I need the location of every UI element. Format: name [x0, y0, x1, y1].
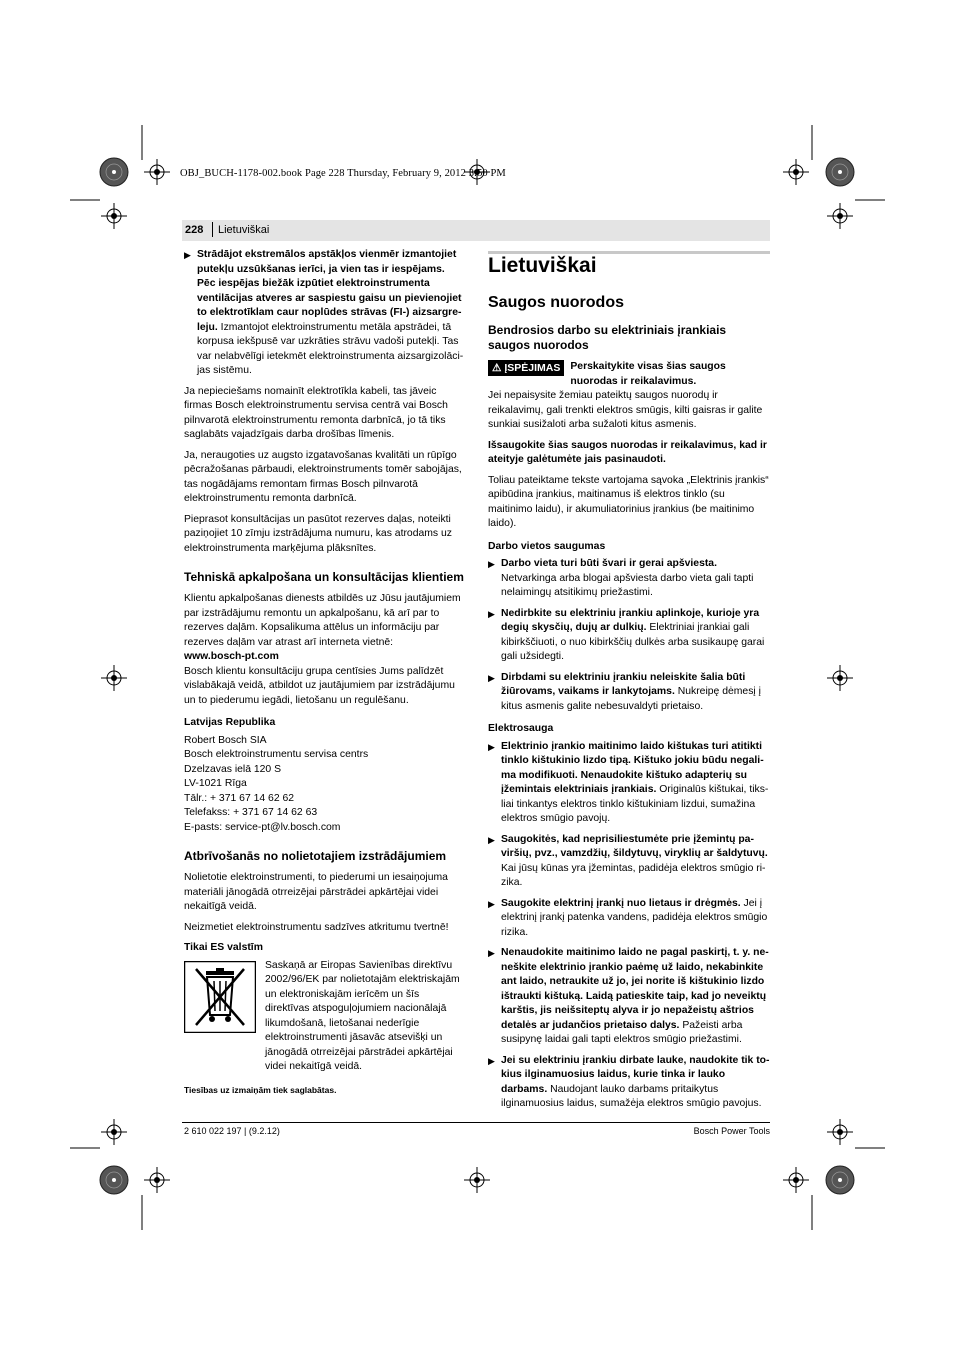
registration-wheel-icon	[826, 1166, 854, 1194]
bullet-arrow-icon: ▶	[488, 672, 495, 683]
list-item: ▶ Strādājot ekstremālos apstākļos vienmēr izmantojiet putekļu uzsūkšanas ierīci, ja vien tas ir iespējams. Pēc iespējas biežāk izpūtiet elektroinstrumenta ventilācijas atveres ar saspiestu gaisu un pievienojiet to elektrotīklam caur noplūdes strāvas (FI-) aizsargreleju. Izmantojot elektroinstrumentu metāla apstrādei, tā korpusa iekšpusē var uzkrāties strāvu vadoši putekļi. Tas var nelabvēlīgi ietekmēt elektroinstrumenta aizsargizolācijas sistēmu.	[184, 249, 464, 376]
crosshair-icon	[464, 1167, 490, 1193]
bullet-arrow-icon: ▶	[488, 1055, 495, 1066]
subheading: Tikai ES valstīm	[184, 942, 263, 953]
subheading: Latvijas Republika	[184, 717, 276, 728]
paragraph: Toliau pateiktame tekste vartojama sąvoka „Elektrinis įrankis“ apibūdina įrankius, maitinamus iš elektros tinklo (su maitinimo laidu), ir akumuliatorinius įrankius (be maitinimo laido).	[488, 474, 769, 529]
warning-badge: ⚠ ĮSPĖJIMAS	[488, 360, 564, 376]
crosshair-icon	[101, 1119, 127, 1145]
registration-wheel-icon	[100, 1166, 128, 1194]
print-slug: OBJ_BUCH-1178-002.book Page 228 Thursday, February 9, 2012 3:50 PM	[180, 168, 506, 179]
registration-wheel-icon	[826, 158, 854, 186]
section-heading: Saugos nuorodos	[488, 294, 624, 311]
crosshair-icon	[144, 1167, 170, 1193]
crosshair-icon	[827, 1119, 853, 1145]
registration-wheel-icon	[100, 158, 128, 186]
bullet-arrow-icon: ▶	[488, 898, 495, 909]
bullet-arrow-icon: ▶	[488, 741, 495, 752]
list-item: ▶ Dirbdami su elektriniu įrankiu neleiskite šalia būti žiūrovams, vaikams ir lankytojams. Nukreipę dėmesį į kitus asmenis galite nebesuvaldyti prietaiso.	[488, 671, 761, 712]
crosshair-icon	[783, 1167, 809, 1193]
rights-note: Tiesības uz izmaiņām tiek saglabātas.	[184, 1084, 337, 1095]
bullet-arrow-icon: ▶	[488, 608, 495, 619]
page-title: Lietuviškai	[488, 254, 597, 277]
subheading: Elektrosauga	[488, 723, 554, 734]
crosshair-icon	[827, 665, 853, 691]
subheading: Darbo vietos saugumas	[488, 540, 606, 552]
page-number: 228	[185, 224, 204, 236]
subsection-heading: Bendrosios darbo su elektriniais įrankiais saugos nuorodos	[488, 323, 727, 352]
warning-block	[488, 360, 770, 389]
bullet-arrow-icon: ▶	[488, 559, 495, 569]
website-link[interactable]: www.bosch-pt.com	[184, 651, 279, 662]
weee-text: Saskaņā ar Eiropas Savienības direktīvu 2002/96/EK par nolietotajām elektriskajām un elektroniskajām ierīcēm un šīs direktīvas atspoguļojumiem nacionālajā likumdošanā, lietošanai nederīgie elektroinstrumenti jāsavāc atsevišķi un jānogādā otrreizējai pārstrādei apkārtējai videi nekaitīgā veidā.	[265, 959, 460, 1072]
header-language: Lietuviškai	[218, 224, 270, 236]
paragraph: Išsaugokite šias saugos nuorodas ir reikalavimus, kad ir ateityje galėtumėte jais pasinaudoti.	[488, 439, 767, 465]
list-item: ▶ Nedirbkite su elektriniu įrankiu aplinkoje, kurioje yra degių skysčių, dujų ar dulkių. Elektriniai įrankiai gali kibirkščiuoti, o nuo kibirkščių dulkės arba susikaupę garai gali užsidegti.	[488, 607, 765, 662]
list-item: ▶ Saugokite elektrinį įrankį nuo lietaus ir drėgmės. Jei į elektrinį įrankį patenka vandens, padidėja elektros smūgio rizika.	[488, 897, 768, 938]
bullet-arrow-icon: ▶	[488, 834, 495, 845]
header-divider	[212, 222, 213, 237]
crossed-bin-icon	[184, 961, 256, 1033]
paragraph: Klientu apkalpošanas dienests atbildēs uz Jūsu jautājumiem par izstrādājumu remontu un apkalpošanu, kā arī par to rezerves daļām. Kopsalikuma attēlus un informāciju par rezerves daļām var atrast arī interneta vietnē:	[184, 593, 461, 648]
bullet-arrow-icon: ▶	[184, 250, 191, 260]
paragraph: Ja nepieciešams nomainīt elektrotīkla kabeli, tas jāveic firmas Bosch elektroinstrumentu servisa centrā vai Bosch pilnvarotā elektroinstrumentu remonta darbnīcā, jo tā tiks saglabāts vajadzīgais darba drošības līmenis.	[184, 385, 448, 440]
list-item: ▶ Nenaudokite maitinimo laido ne pagal paskirtį, t. y. neneškite elektrinio įrankio paėmę už laido, nekabinkite ant laido, netraukite už jo, jei norite iš kištukinio lizdo ištraukti kištuką. Laidą patieskite taip, kad jo neveiktų karštis, jis neišsiteptų alyva ir jo nepažeistų aštrios detalės ar judančios prietaiso dalys. Pažeisti arba susipynę laidai gali tapti elektros smūgio priežastimi.	[488, 947, 769, 1045]
footer-rule	[182, 1122, 770, 1123]
list-item: ▶ Saugokitės, kad neprisiliestumėte prie įžemintų paviršių, pvz., vamzdžių, šildytuvų, viryklių ar šaldytuvų. Kai jūsų kūnas yra įžemintas, padidėja elektros smūgio rizika.	[488, 833, 768, 888]
crosshair-icon	[144, 159, 170, 185]
left-column	[184, 248, 464, 1097]
section-heading: Tehniskā apkalpošana un konsultācijas klientiem	[184, 570, 464, 584]
list-item: ▶ Jei su elektriniu įrankiu dirbate lauke, naudokite tik tokius ilginamuosius laidus, kurie tinka ir lauko darbams. Naudojant lauko darbams pritaikytus ilginamuosius laidus, sumažėja elektros smūgio pavojus.	[488, 1054, 770, 1109]
page-header-bar	[182, 220, 770, 241]
right-column	[488, 293, 770, 1118]
section-heading: Atbrīvošanās no nolietotajiem izstrādājumiem	[184, 849, 447, 863]
paragraph: Neizmetiet elektroinstrumentu sadzīves atkritumu tvertnē!	[184, 921, 449, 933]
list-item: ▶ Elektrinio įrankio maitinimo laido kištukas turi atitikti tinklo kištukinio lizdo tipą. Kištuko jokiu būdu negalima modifikuoti. Nenaudokite kištuko adapterių su įžemintais elektriniais įrankiais. Originalūs kištukai, tiksliai tinkantys elektros tinklo kištukiniam lizdui, sumažina elektros smūgio pavojų.	[488, 740, 769, 824]
paragraph: Ja, neraugoties uz augsto izgatavošanas kvalitāti un rūpīgo pēcražošanas pārbaudi, elektroinstruments tomēr sabojājas, tas nogādājams remontam firmas Bosch pilnvarotā elektroinstrumentu remonta darbnīcā.	[184, 449, 462, 504]
crosshair-icon	[827, 203, 853, 229]
paragraph: Bosch klientu konsultāciju grupa centīsies Jums palīdzēt vislabākajā veidā, atbildot uz jautājumiem par izstrādājumu un to piederumu iegādi, lietošanu un regulēšanu.	[184, 665, 455, 706]
warning-heading: Perskaitykite visas šias saugos nuorodas ir reikalavimus.	[570, 361, 726, 387]
footer-brand: Bosch Power Tools	[693, 1126, 770, 1136]
footer-doc-number: 2 610 022 197 | (9.2.12)	[184, 1126, 280, 1136]
bullet-arrow-icon: ▶	[488, 948, 495, 958]
warning-triangle-icon: ⚠	[492, 362, 502, 374]
list-item: ▶ Darbo vieta turi būti švari ir gerai apšviesta. Netvarkinga arba blogai apšviesta darbo vieta gali tapti nelaimingų atsitikimų priežastimi.	[488, 558, 754, 598]
crosshair-icon	[101, 203, 127, 229]
service-address: Robert Bosch SIA Bosch elektroinstrumentu servisa centrs Dzelzavas ielā 120 S LV-1021 Rīga Tālr.: + 371 67 14 62 62 Telefakss: + 371 67 14 62 63 E-pasts: service-pt@lv.bosch.com	[184, 734, 369, 833]
paragraph: Pieprasot konsultācijas un pasūtot rezerves daļas, noteikti paziņojiet 10 zīmju izstrādājuma numuru, kas atrodams uz elektroinstrumenta marķējuma plāksnītes.	[184, 513, 452, 554]
crosshair-icon	[783, 159, 809, 185]
weee-block	[184, 959, 464, 1075]
paragraph: Jei nepaisysite žemiau pateiktų saugos nuorodų ir reikalavimų, gali trenkti elektros smūgis, kilti gaisras ir galite sunkiai susižaloti arba sužaloti kitus asmenis.	[488, 390, 763, 430]
paragraph: Nolietotie elektroinstrumenti, to piederumi un iesaiņojuma materiāli jānogādā otrreizējai pārstrādei apkārtējai videi nekaitīgā veidā.	[184, 872, 448, 912]
crosshair-icon	[101, 665, 127, 691]
